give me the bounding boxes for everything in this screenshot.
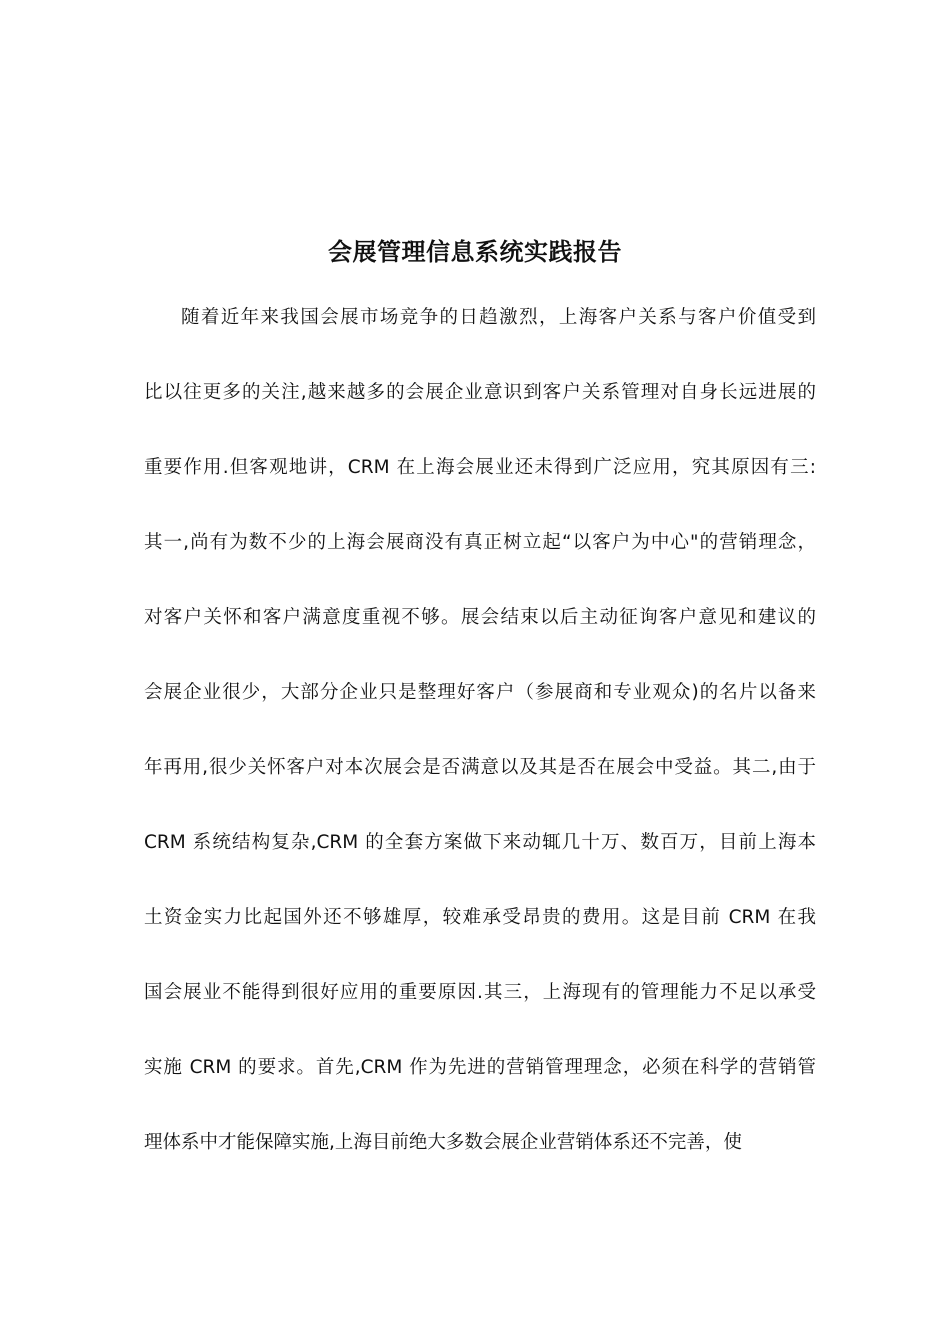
body-line: 随着近年来我国会展市场竞争的日趋激烈，上海客户关系与客户价值受到 [181, 307, 816, 328]
body-line: 重要作用.但客观地讲，CRM 在上海会展业还未得到广泛应用，究其原因有三: [144, 457, 816, 478]
body-line: 实施 CRM 的要求。首先,CRM 作为先进的营销管理理念，必须在科学的营销管 [144, 1057, 816, 1078]
body-line: CRM 系统结构复杂,CRM 的全套方案做下来动辄几十万、数百万，目前上海本 [144, 832, 816, 853]
body-line: 理体系中才能保障实施,上海目前绝大多数会展企业营销体系还不完善，使 [144, 1132, 742, 1153]
body-line: 国会展业不能得到很好应用的重要原因.其三，上海现有的管理能力不足以承受 [144, 982, 816, 1003]
body-line: 对客户关怀和客户满意度重视不够。展会结束以后主动征询客户意见和建议的 [144, 607, 816, 628]
body-line: 土资金实力比起国外还不够雄厚，较难承受昂贵的费用。这是目前 CRM 在我 [144, 907, 816, 928]
body-line: 其一,尚有为数不少的上海会展商没有真正树立起“以客户为中心"的营销理念， [144, 532, 816, 553]
body-line: 会展企业很少，大部分企业只是整理好客户（参展商和专业观众)的名片以备来 [144, 682, 816, 703]
body-line: 年再用,很少关怀客户对本次展会是否满意以及其是否在展会中受益。其二,由于 [144, 757, 816, 778]
body-line: 比以往更多的关注,越来越多的会展企业意识到客户关系管理对自身长远进展的 [144, 382, 816, 403]
document-title: 会展管理信息系统实践报告 [328, 238, 622, 266]
document-body [144, 298, 816, 1198]
